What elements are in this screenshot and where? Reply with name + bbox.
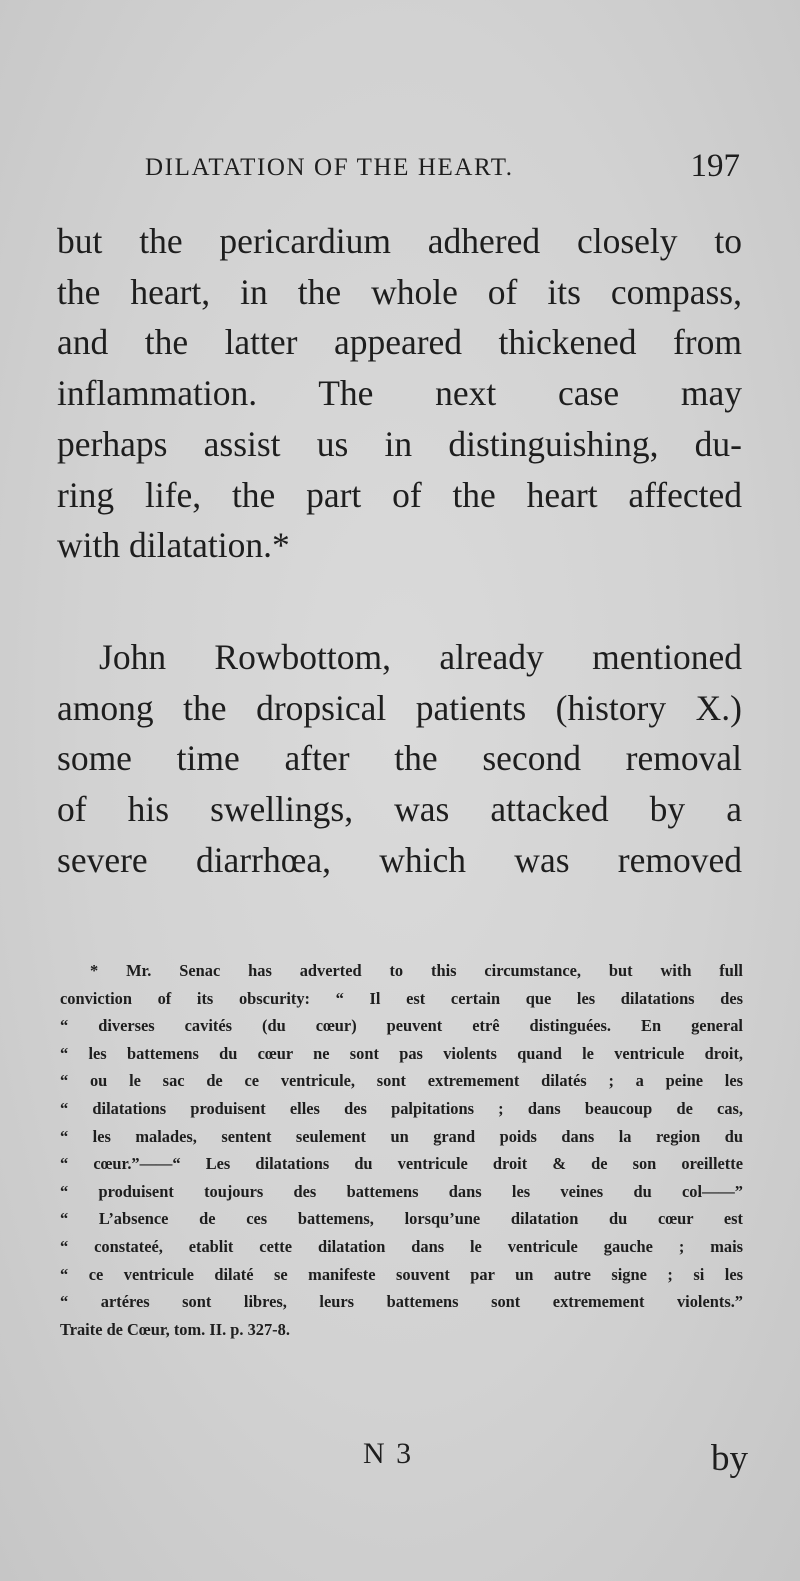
footnote-line: “ diverses cavités (du cœur) peuvent etrê distinguées. En general (60, 1016, 743, 1036)
text-line: the heart, in the whole of its compass, (57, 271, 742, 312)
text-line: but the pericardium adhered closely to (57, 221, 742, 261)
footnote-line: “ dilatations produisent elles des palpitations ; dans beaucoup de cas, (60, 1098, 743, 1118)
text-line: with dilatation.* (57, 525, 290, 566)
text-line: inflammation. The next case may (57, 373, 742, 414)
footnote-line: “ L’absence de ces battemens, lorsqu’une dilatation du cœur est (60, 1209, 743, 1229)
catchword: by (711, 1438, 748, 1479)
signature-mark: N 3 (363, 1437, 414, 1470)
page-number: 197 (690, 148, 740, 184)
paragraph-2 (57, 632, 742, 886)
footnote-line: “ produisent toujours des battemens dans les veines du col——” (60, 1181, 743, 1201)
page-header (145, 148, 740, 188)
text-line: John Rowbottom, already mentioned (99, 637, 742, 677)
footnote-line: Traite de Cœur, tom. II. p. 327-8. (60, 1319, 290, 1339)
text-line: perhaps assist us in distinguishing, du- (57, 423, 742, 464)
text-line: some time after the second removal (57, 738, 742, 779)
paragraph-1 (57, 216, 742, 571)
text-line: and the latter appeared thickened from (57, 322, 742, 363)
text-line: ring life, the part of the heart affected (57, 474, 742, 515)
footnote-line: * Mr. Senac has adverted to this circumstance, but with full (90, 961, 743, 980)
footnote-line: “ cœur.”——“ Les dilatations du ventricule droit & de son oreillette (60, 1154, 743, 1174)
footnote-line: “ ce ventricule dilaté se manifeste souvent par un autre signe ; si les (60, 1264, 743, 1284)
running-title: DILATATION OF THE HEART. (145, 154, 514, 181)
text-line: severe diarrhœa, which was removed (57, 839, 742, 880)
footnote-line: “ les malades, sentent seulement un grand poids dans la region du (60, 1126, 743, 1146)
footnote-line: “ les battemens du cœur ne sont pas violents quand le ventricule droit, (60, 1043, 743, 1063)
footnote-line: conviction of its obscurity: “ Il est certain que les dilatations des (60, 988, 743, 1008)
footnote-line: “ constateé, etablit cette dilatation dans le ventricule gauche ; mais (60, 1236, 743, 1256)
footnote (60, 957, 743, 1343)
text-line: of his swellings, was attacked by a (57, 789, 742, 830)
footnote-line: “ artéres sont libres, leurs battemens sont extremement violents.” (60, 1292, 743, 1312)
text-line: among the dropsical patients (history X.) (57, 687, 742, 728)
footnote-line: “ ou le sac de ce ventricule, sont extremement dilatés ; a peine les (60, 1071, 743, 1091)
